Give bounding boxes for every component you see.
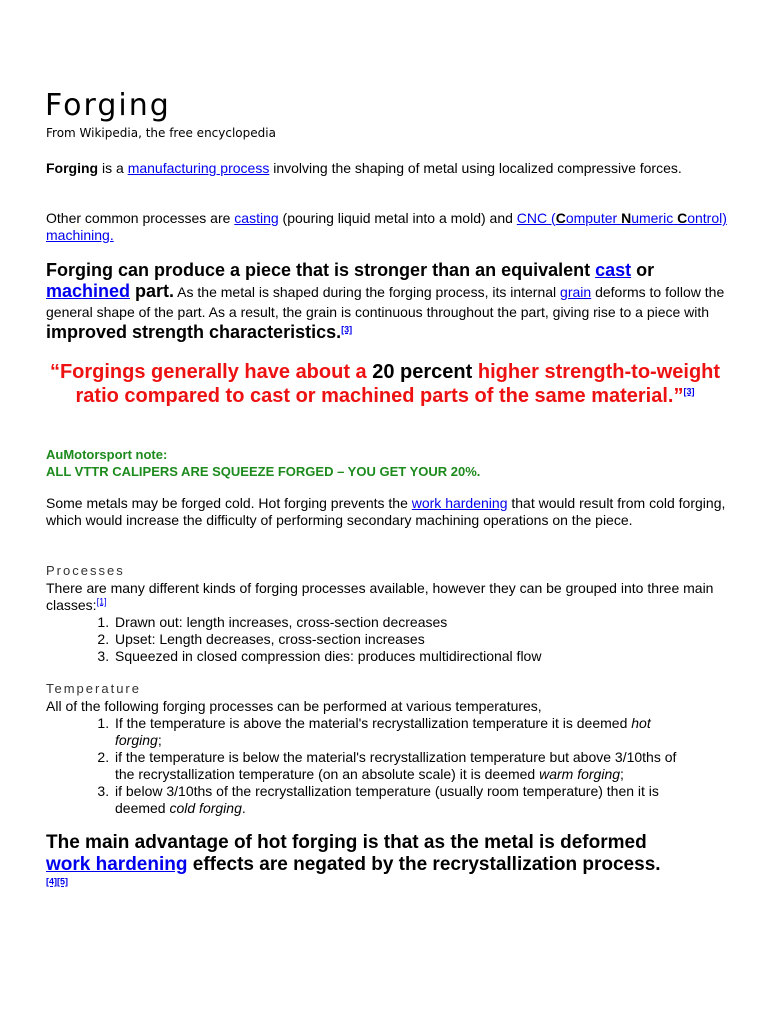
quote-number: 20 percent	[372, 361, 473, 383]
cnc-c2: C	[677, 210, 688, 226]
temp-item-text: If the temperature is above the material's recrystallization temperature it is deemed	[115, 715, 632, 731]
processes-heading: Processes	[46, 563, 125, 578]
work-hardening-link-2[interactable]: work hardening	[46, 854, 188, 875]
temp-item-text: if the temperature is below the material's recrystallization temperature but above 3/10ths of the recrystallization temperature (on an absolute scale) it is deemed	[115, 749, 677, 782]
page-title: Forging	[45, 88, 171, 123]
grain-link[interactable]: grain	[560, 284, 592, 300]
final-text-end: effects are negated by the recrystallization process.	[187, 854, 661, 875]
list-item: 3. Squeezed in closed compression dies: produces multidirectional flow	[113, 648, 736, 665]
aumotorsport-note	[46, 446, 480, 480]
page-subtitle: From Wikipedia, the free encyclopedia	[46, 126, 276, 140]
temp-item-end: ;	[157, 732, 162, 748]
cold-forging-term: cold forging	[169, 800, 242, 816]
cold-text-end: that would result from cold forging, which would increase the difficulty of performing secondary machining operations on the piece.	[46, 495, 726, 528]
other-processes-paragraph	[46, 210, 736, 244]
strength-claim: Forging can produce a piece that is stronger than an equivalent	[46, 260, 596, 280]
quote-part1: “Forgings generally have about a	[49, 361, 373, 383]
warm-forging-term: warm forging	[539, 766, 621, 782]
strength-text: As the metal is shaped during the forging process, its internal	[174, 284, 561, 300]
strength-improved: improved strength characteristics.	[46, 322, 342, 342]
cnc-link-text: CNC (	[516, 210, 556, 226]
ref-1-link[interactable]: [1]	[96, 596, 107, 607]
work-hardening-link[interactable]: work hardening	[411, 495, 508, 511]
strength-or: or	[631, 260, 655, 280]
strength-text-end: deforms to follow the general shape of the part. As a result, the grain is continuous throughout the part, giving rise to a piece with	[46, 284, 725, 320]
note-heading: AuMotorsport note:	[46, 447, 168, 462]
cnc-umeric: umeric	[631, 210, 674, 226]
casting-link[interactable]: casting	[234, 210, 279, 226]
temperature-text: All of the following forging processes can be performed at various temperatures,	[46, 698, 542, 714]
hot-forging-term: hot forging	[115, 715, 651, 748]
list-item	[113, 783, 696, 817]
cast-link[interactable]: cast	[595, 260, 632, 280]
processes-section	[46, 580, 736, 665]
cnc-omputer: omputer	[565, 210, 622, 226]
list-item	[113, 749, 696, 783]
temperature-section	[46, 698, 736, 817]
strength-part: part.	[130, 281, 175, 301]
temp-item-text: if below 3/10ths of the recrystallization temperature (usually room temperature) then it is deemed	[115, 783, 659, 816]
intro-paragraph	[46, 160, 736, 177]
quote-part2: higher strength-to-weight ratio compared to cast or machined parts of the same material.”	[75, 361, 721, 407]
hot-forging-advantage	[46, 832, 666, 898]
ref-4-link[interactable]: [4]	[46, 876, 57, 887]
temp-item-end: ;	[620, 766, 624, 782]
cnc-c: C	[555, 210, 566, 226]
temp-item-end: .	[241, 800, 246, 816]
intro-term: Forging	[46, 160, 99, 176]
temperature-heading: Temperature	[46, 681, 141, 696]
list-item: 1. Drawn out: length increases, cross-section decreases	[113, 614, 736, 631]
ref-5-link[interactable]: [5]	[57, 876, 68, 887]
pull-quote	[40, 360, 730, 408]
list-item	[113, 715, 696, 749]
temperature-list	[46, 715, 736, 817]
cnc-ontrol: ontrol) machining.	[46, 210, 727, 243]
processes-intro	[46, 580, 736, 614]
cnc-n: N	[621, 210, 632, 226]
cold-text: Some metals may be forged cold. Hot forging prevents the	[46, 495, 412, 511]
intro-text: is a	[98, 160, 128, 176]
list-item: 2. Upset: Length decreases, cross-section increases	[113, 631, 736, 648]
other-text-mid: (pouring liquid metal into a mold) and	[278, 210, 517, 226]
final-text: The main advantage of hot forging is that as the metal is deformed	[46, 832, 647, 853]
intro-text-end: involving the shaping of metal using localized compressive forces.	[269, 160, 682, 176]
other-text: Other common processes are	[46, 210, 235, 226]
machined-link[interactable]: machined	[46, 281, 131, 301]
ref-3-link[interactable]: [3]	[341, 324, 353, 335]
quote-ref-link[interactable]: [3]	[683, 386, 695, 397]
manufacturing-process-link[interactable]: manufacturing process	[127, 160, 270, 176]
processes-list	[46, 614, 736, 665]
processes-text: There are many different kinds of forging processes available, however they can be grouped into three main classes:	[46, 580, 714, 613]
cold-forging-paragraph	[46, 495, 736, 529]
note-text: ALL VTTR CALIPERS ARE SQUEEZE FORGED – YOU GET YOUR 20%.	[46, 464, 481, 479]
strength-paragraph	[46, 260, 736, 343]
